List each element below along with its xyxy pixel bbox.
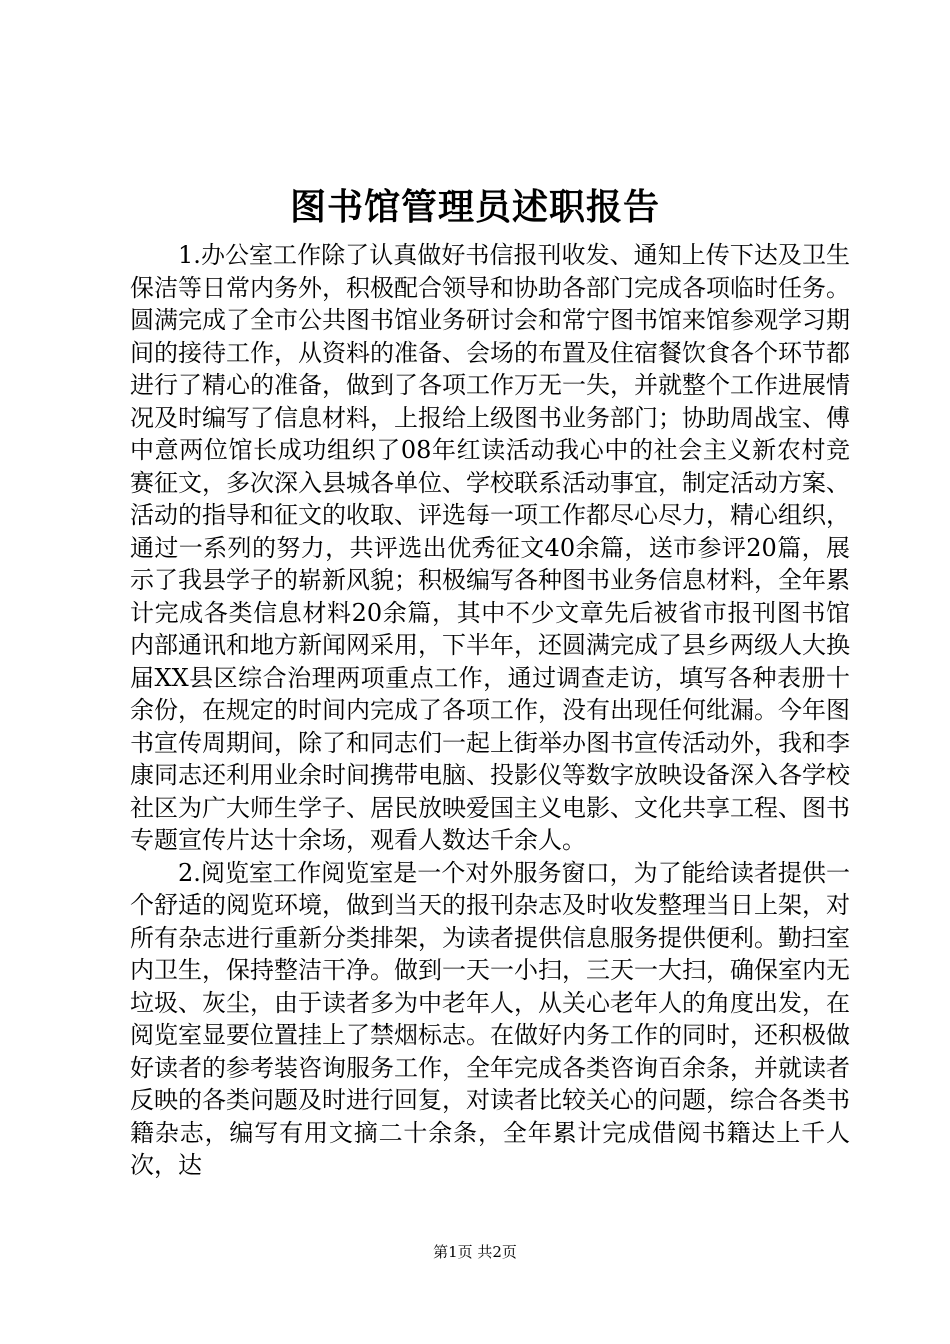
document-body: [130, 239, 850, 1182]
document-title: 图书馆管理员述职报告: [289, 186, 660, 228]
paragraph-office-work: 1.办公室工作除了认真做好书信报刊收发、通知上传下达及卫生保洁等日常内务外，积极配合领导和协助各部门完成各项临时任务。圆满完成了全市公共图书馆业务研讨会和常宁图书馆来馆参观学习期间的接待工作，从资料的准备、会场的布置及住宿餐饮食各个环节都进行了精心的准备，做到了各项工作万无一失，并就整个工作进展情况及时编写了信息材料，上报给上级图书业务部门；协助周战宝、傅中意两位馆长成功组织了08年红读活动我心中的社会主义新农村竞赛征文，多次深入县城各单位、学校联系活动事宜，制定活动方案、活动的指导和征文的收取、评选每一项工作都尽心尽力，精心组织，通过一系列的努力，共评选出优秀征文40余篇，送市参评20篇，展示了我县学子的崭新风貌；积极编写各种图书业务信息材料，全年累计完成各类信息材料20余篇，其中不少文章先后被省市报刊图书馆内部通讯和地方新闻网采用，下半年，还圆满完成了县乡两级人大换届XX县区综合治理两项重点工作，通过调查走访，填写各种表册十余份，在规定的时间内完成了各项工作，没有出现任何纰漏。今年图书宣传周期间，除了和同志们一起上街举办图书宣传活动外，我和李康同志还利用业余时间携带电脑、投影仪等数字放映设备深入各学校社区为广大师生学子、居民放映爱国主义电影、文化共享工程、图书专题宣传片达十余场，观看人数达千余人。: [130, 241, 850, 854]
paragraph-reading-room-work: 2.阅览室工作阅览室是一个对外服务窗口，为了能给读者提供一个舒适的阅览环境，做到当天的报刊杂志及时收发整理当日上架，对所有杂志进行重新分类排架，为读者提供信息服务提供便利。勤扫室内卫生，保持整洁干净。做到一天一小扫，三天一大扫，确保室内无垃圾、灰尘，由于读者多为中老年人，从关心老年人的角度出发，在阅览室显要位置挂上了禁烟标志。在做好内务工作的同时，还积极做好读者的参考装咨询服务工作，全年完成各类咨询百余条，并就读者反映的各类问题及时进行回复，对读者比较关心的问题，综合各类书籍杂志，编写有用文摘二十余条，全年累计完成借阅书籍达上千人次，达: [130, 858, 850, 1179]
page-footer: 第1页 共2页: [433, 1243, 517, 1261]
